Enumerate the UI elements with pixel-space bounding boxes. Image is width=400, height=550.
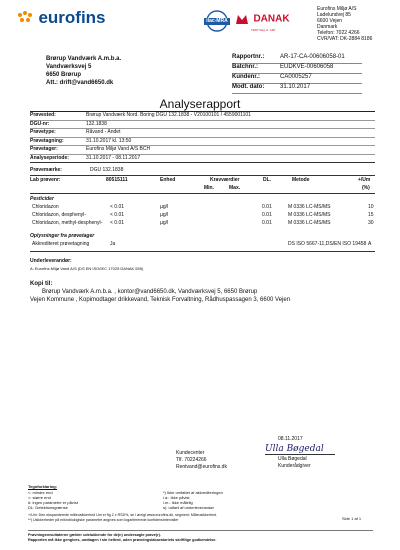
- underleverandor: Underleverandør: A: Eurofins Miljø Vand A/S (DS EN ISO/IEC 17025 DANAK 555): [30, 258, 144, 271]
- eurofins-dots-icon: [18, 11, 34, 25]
- ilac-logo: ilac-MRA: [203, 10, 231, 32]
- sample-info-row: Prøvested: Brørup Vandværk Nord. Boring DGU 132.1838 - V20100101 / 4559001101: [30, 112, 375, 121]
- section-pesticider: Pesticider: [30, 196, 54, 202]
- sample-info-row: Prøvetager: Eurofins Miljø Vand A/S BCH: [30, 146, 375, 155]
- report-meta-row: Batchnr.: EUDKVE-00606058: [232, 64, 362, 74]
- sample-info-row: Analyseperiode: 31.10.2017 - 08.11.2017: [30, 155, 375, 164]
- table-bottom-divider: [30, 251, 375, 252]
- table-row: Akkrediteret prøvetagning Ja DS ISO 5667-11,DS/EN ISO 19458 A: [32, 241, 372, 247]
- um-note-2: **) Usikkerheder på mikrobiologiske parametre angives som logaritmerede konfidensintervaller: [28, 518, 179, 522]
- table-row: Chloridazon, desphenyl- < 0.01 µg/l 0.01 M 0336 LC-MS/MS 15: [32, 212, 374, 218]
- legend: Tegnforklaring: <: mindre end >: større end #: ingen parametre er påvist DL: Detektionsgrænse *) Ikke omfattet af akkrediteringen i.a.: Ikke påvist i.m.: Ikke målelig s): udført af underleverandør: [28, 484, 223, 510]
- report-meta-row: Kundenr.: CA0005257: [232, 74, 362, 84]
- table-row: Chloridazon, methyl-desphenyl- < 0.01 µg/l 0.01 M 0336 LC-MS/MS 30: [32, 220, 374, 226]
- report-meta-row: Modt. dato: 31.10.2017: [232, 84, 362, 94]
- lab-address: Eurofins Miljø A/S Ladelundvej 85 6600 Vejen Danmark Telefon: 7022 4266 CVR/VAT: DK-2884 8186: [317, 6, 373, 42]
- legend-right: *) Ikke omfattet af akkrediteringen i.a.: Ikke påvist i.m.: Ikke målelig s): udført af underleverandør: [163, 490, 223, 510]
- proevemaerke-row: Prøvemærke: DGU 132.1838: [30, 167, 375, 176]
- page-title: Analyserapport: [159, 97, 241, 111]
- eurofins-logo: [18, 8, 106, 28]
- table-row: Chloridazon < 0.01 µg/l 0.01 M 0336 LC-MS/MS 10: [32, 204, 374, 210]
- signature: Ulla Bøgedal: [265, 444, 335, 455]
- eurofins-wordmark: eurofins: [38, 8, 106, 27]
- footer-divider: [28, 530, 373, 531]
- results-table-header: Lab prøvenr: 80515111 Enhed Kravværdier Min. Max. DL. Metode +/Um (%): [30, 177, 375, 194]
- section-oplysninger: Oplysninger fra prøvetager: [30, 233, 95, 239]
- report-date: 08.11.2017: [278, 436, 303, 442]
- danak-crown-icon: [235, 12, 249, 26]
- copy-to: Kopi til: Brørup Vandværk A.m.b.a. , kontor@vand6650.dk, Vandværksvej 5, 6650 Brørup Vejen Kommune , Kopimodtager drikkevand, Teknisk Forvaltning, Rådhuspassagen 3, 6600 Vejen: [30, 281, 291, 303]
- danak-logo: DANAK TEST Reg.nr. 168: [235, 10, 290, 33]
- sample-info-row: Prøvetype: Råvand - Andet: [30, 129, 375, 138]
- sample-info-row: Prøvetagning: 31.10.2017 kl. 13:50: [30, 138, 375, 147]
- disclaimer: Prøvningsresultaterne gælder udelukkende for de(n) undersøgte prøve(r). Rapporten må ikke gengives, undtagen i sin helhed, uden prøvningslaboratoriets skriftlige godkendelse.: [28, 533, 217, 542]
- legend-left: <: mindre end >: større end #: ingen parametre er påvist DL: Detektionsgrænse: [28, 490, 78, 510]
- report-meta-row: Rapportnr.: AR-17-CA-00606058-01: [232, 54, 362, 64]
- report-meta: [232, 54, 362, 94]
- sample-info-row: DGU-nr: 132.1838: [30, 121, 375, 130]
- signer: Ulla Bøgedal Kunderådgiver: [278, 456, 311, 469]
- recipient-address: Brørup Vandværk A.m.b.a. Vandværksvej 5 6650 Brørup Att.: drift@vand6650.dk: [46, 56, 122, 86]
- customer-center: Kundecenter Tlf. 70224266 Rentvand@eurofins.dk: [176, 450, 227, 470]
- sample-info: [30, 112, 375, 163]
- um-note: +/Um: Den ekspanderede måleusikkerhed Um er fig 2 x RSD%, se i øvrigt www.eurofins.dk, segment: Måleusikkerhed.: [28, 513, 218, 517]
- page-number: Side 1 af 1: [342, 516, 362, 521]
